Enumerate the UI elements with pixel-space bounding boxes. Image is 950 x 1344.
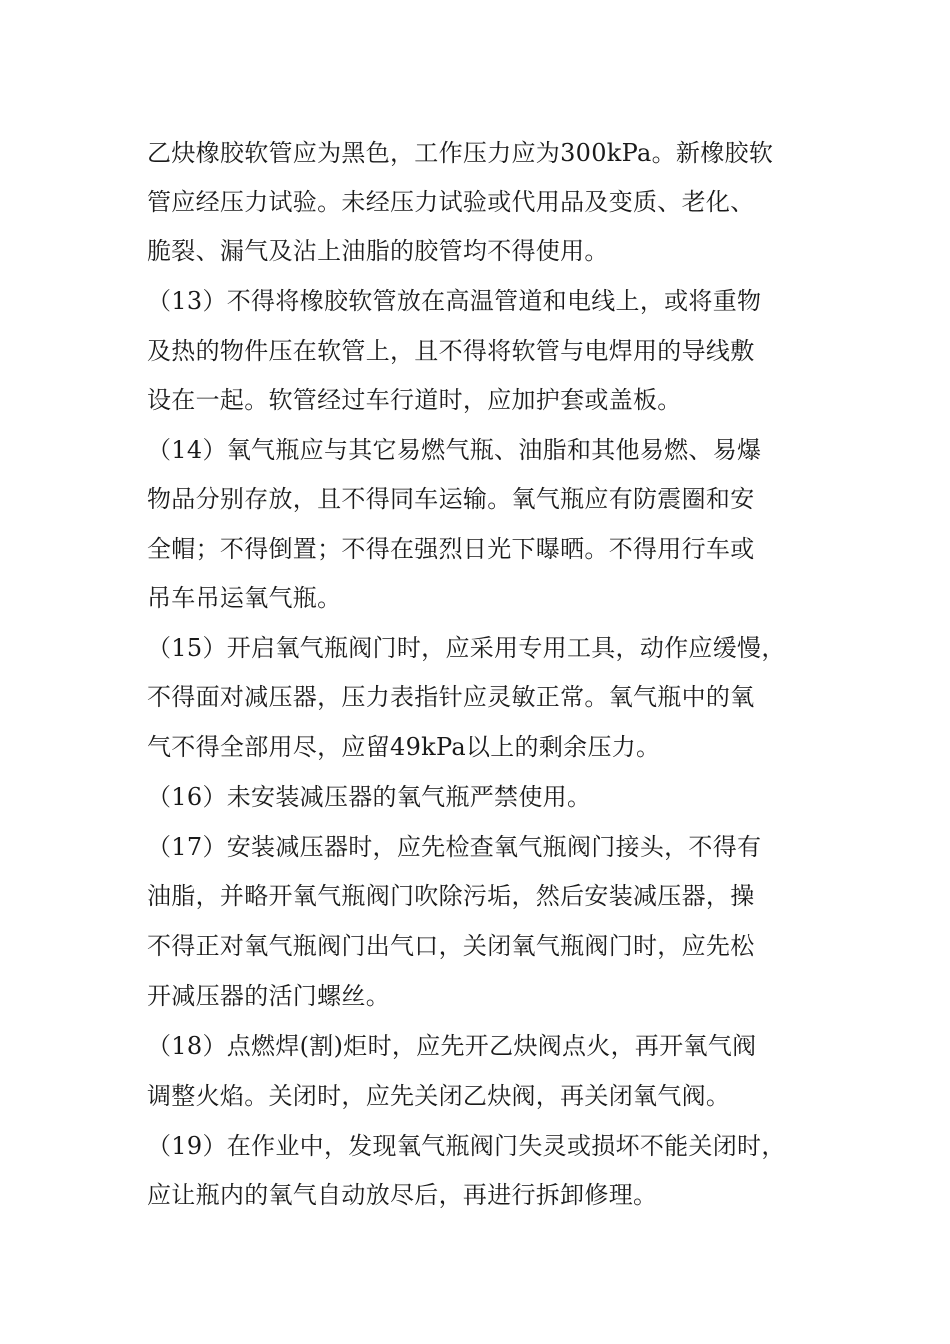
text-line: （15）开启氧气瓶阀门时，应采用专用工具，动作应缓慢， [147, 634, 786, 662]
text-line: （16）未安装减压器的氧气瓶严禁使用。 [147, 783, 592, 811]
text-line: 调整火焰。关闭时，应先关闭乙炔阀，再关闭氧气阀。 [147, 1082, 731, 1110]
text-line: 全帽；不得倒置；不得在强烈日光下曝晒。不得用行车或 [147, 535, 755, 563]
text-line: 不得面对减压器，压力表指针应灵敏正常。氧气瓶中的氧 [147, 683, 755, 711]
text-line: （17）安装减压器时，应先检查氧气瓶阀门接头，不得有 [147, 833, 762, 861]
text-line: 不得正对氧气瓶阀门出气口，关闭氧气瓶阀门时，应先松 [147, 932, 755, 960]
text-line: （13）不得将橡胶软管放在高温管道和电线上，或将重物 [147, 287, 762, 315]
text-line: 气不得全部用尽，应留49kPa以上的剩余压力。 [147, 733, 661, 761]
text-line: 及热的物件压在软管上，且不得将软管与电焊用的导线敷 [147, 337, 755, 365]
text-line: 吊车吊运氧气瓶。 [147, 584, 342, 612]
text-line: 乙炔橡胶软管应为黑色，工作压力应为300kPa。新橡胶软 [147, 139, 774, 167]
text-line: （14）氧气瓶应与其它易燃气瓶、油脂和其他易燃、易爆 [147, 436, 762, 464]
text-line: （18）点燃焊(割)炬时，应先开乙炔阀点火，再开氧气阀 [147, 1032, 757, 1060]
text-line: 油脂，并略开氧气瓶阀门吹除污垢，然后安装减压器，操 [147, 882, 755, 910]
text-line: 应让瓶内的氧气自动放尽后，再进行拆卸修理。 [147, 1181, 658, 1209]
text-line: 物品分别存放，且不得同车运输。氧气瓶应有防震圈和安 [147, 485, 755, 513]
text-line: 设在一起。软管经过车行道时，应加护套或盖板。 [147, 386, 682, 414]
text-line: 管应经压力试验。未经压力试验或代用品及变质、老化、 [147, 188, 755, 216]
text-line: （19）在作业中，发现氧气瓶阀门失灵或损坏不能关闭时， [147, 1132, 786, 1160]
text-line: 脆裂、漏气及沾上油脂的胶管均不得使用。 [147, 237, 609, 265]
text-line: 开减压器的活门螺丝。 [147, 982, 390, 1010]
